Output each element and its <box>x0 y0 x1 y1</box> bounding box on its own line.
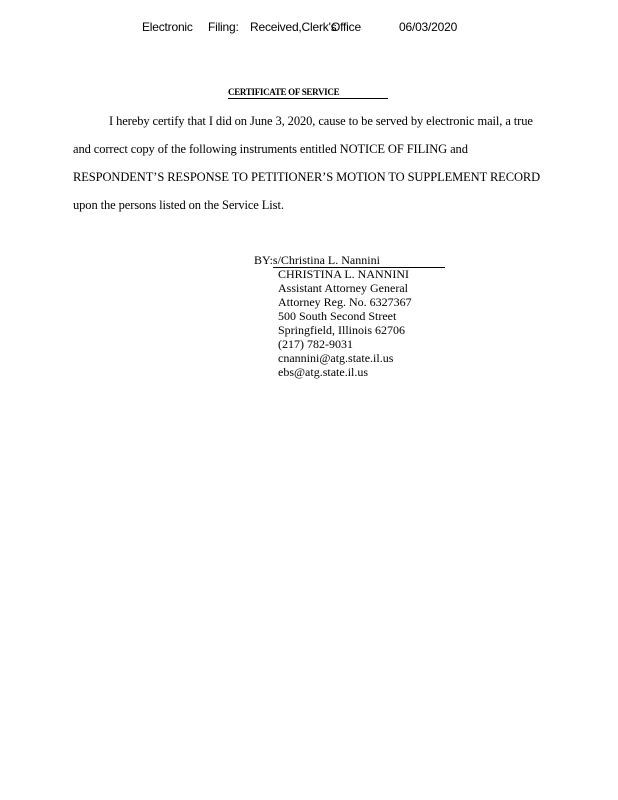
attorney-title: Assistant Attorney General <box>278 281 408 295</box>
by-label: BY: <box>254 253 273 267</box>
header-date: 06/03/2020 <box>399 20 458 34</box>
attorney-name: CHRISTINA L. NANNINI <box>278 267 409 281</box>
certificate-line-3: RESPONDENT’S RESPONSE TO PETITIONER’S MOTION TO SUPPLEMENT RECORD <box>73 170 541 184</box>
header-electronic: Electronic <box>142 20 193 34</box>
certificate-title: CERTIFICATE OF SERVICE <box>228 87 388 99</box>
header-received-clerks: Received,Clerk's <box>250 20 337 34</box>
header-office: Office <box>331 20 361 34</box>
phone-number: (217) 782-9031 <box>278 337 353 351</box>
address-street: 500 South Second Street <box>278 309 397 323</box>
signature-block <box>278 267 412 379</box>
address-city: Springfield, Illinois 62706 <box>278 323 405 337</box>
certificate-line-1: I hereby certify that I did on June 3, 2020, cause to be served by electronic mail, a true <box>109 114 533 128</box>
certificate-line-2: and correct copy of the following instruments entitled NOTICE OF FILING and <box>73 142 468 156</box>
signature-line <box>254 253 445 268</box>
certificate-line-4: upon the persons listed on the Service List. <box>73 198 284 212</box>
email-secondary: ebs@atg.state.il.us <box>278 365 369 379</box>
attorney-reg-no: Attorney Reg. No. 6327367 <box>278 295 412 309</box>
signed-name: s/Christina L. Nannini <box>273 254 445 268</box>
header-filing: Filing: <box>208 20 239 34</box>
email-primary: cnannini@atg.state.il.us <box>278 351 394 365</box>
